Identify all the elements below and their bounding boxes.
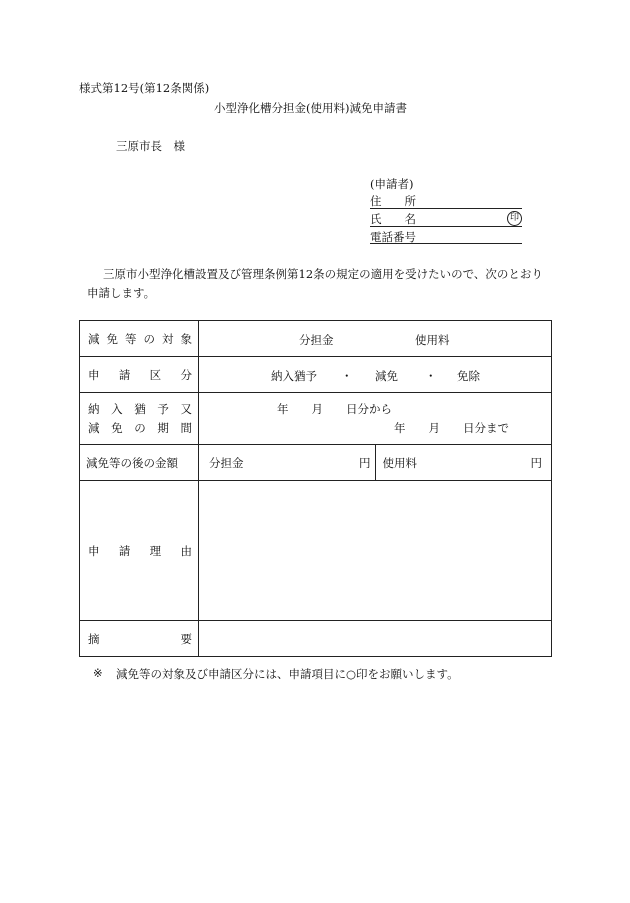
reason-row bbox=[80, 481, 552, 621]
reason-cell[interactable] bbox=[199, 481, 552, 621]
amount-share-unit: 円 bbox=[359, 455, 371, 470]
amount-fee-cell[interactable] bbox=[375, 445, 552, 481]
remarks-cell[interactable] bbox=[199, 621, 552, 657]
category-separator: ・ bbox=[341, 368, 353, 383]
footnote-text: 減免等の対象及び申請区分には、申請項目に○印をお願いします。 bbox=[116, 667, 459, 681]
address-line[interactable] bbox=[370, 208, 522, 209]
body-text-line1: 三原市小型浄化槽設置及び管理条例第12条の規定の適用を受けたいので、次のとおり bbox=[103, 267, 543, 281]
period-row bbox=[80, 393, 552, 445]
seal-icon: 印 bbox=[507, 211, 522, 226]
amount-fee-unit: 円 bbox=[530, 455, 542, 470]
period-cell[interactable] bbox=[199, 393, 552, 445]
document-title: 小型浄化槽分担金(使用料)減免申請書 bbox=[214, 101, 407, 115]
remarks-label: 摘 要 bbox=[80, 621, 199, 657]
body-text-line2: 申請します。 bbox=[87, 286, 156, 300]
category-option-deferral[interactable]: 納入猶予 bbox=[271, 368, 317, 383]
amount-row bbox=[80, 445, 552, 481]
category-option-reduction[interactable]: 減免 bbox=[375, 368, 398, 383]
category-separator: ・ bbox=[425, 368, 437, 383]
target-cell[interactable] bbox=[199, 321, 552, 357]
application-table bbox=[79, 320, 552, 657]
category-row bbox=[80, 357, 552, 393]
name-label: 氏 名 bbox=[370, 212, 416, 226]
reason-label: 申 請 理 由 bbox=[80, 481, 199, 621]
applicant-heading: (申請者) bbox=[370, 177, 414, 191]
addressee: 三原市長 様 bbox=[116, 139, 185, 153]
address-label: 住 所 bbox=[370, 194, 416, 208]
form-number: 様式第12号(第12条関係) bbox=[79, 81, 210, 95]
target-row bbox=[80, 321, 552, 357]
period-from[interactable]: 年 月 日分から bbox=[277, 401, 392, 416]
footnote-mark: ※ bbox=[93, 666, 103, 680]
target-label: 減 免 等 の 対 象 bbox=[80, 321, 199, 357]
amount-fee-label: 使用料 bbox=[382, 455, 417, 470]
target-option-fee[interactable]: 使用料 bbox=[415, 332, 450, 347]
amount-label: 減免等の後の金額 bbox=[80, 445, 199, 481]
target-option-share[interactable]: 分担金 bbox=[299, 332, 334, 347]
amount-share-label: 分担金 bbox=[209, 455, 244, 470]
amount-share-cell[interactable] bbox=[199, 445, 376, 481]
phone-label: 電話番号 bbox=[370, 230, 416, 244]
category-cell[interactable] bbox=[199, 357, 552, 393]
category-label: 申 請 区 分 bbox=[80, 357, 199, 393]
category-option-exemption[interactable]: 免除 bbox=[457, 368, 480, 383]
remarks-row bbox=[80, 621, 552, 657]
period-to[interactable]: 年 月 日分まで bbox=[394, 420, 509, 435]
phone-line[interactable] bbox=[370, 243, 522, 244]
name-line[interactable] bbox=[370, 226, 522, 227]
period-label: 納 入 猶 予 又 減 免 の 期 間 bbox=[80, 393, 199, 445]
